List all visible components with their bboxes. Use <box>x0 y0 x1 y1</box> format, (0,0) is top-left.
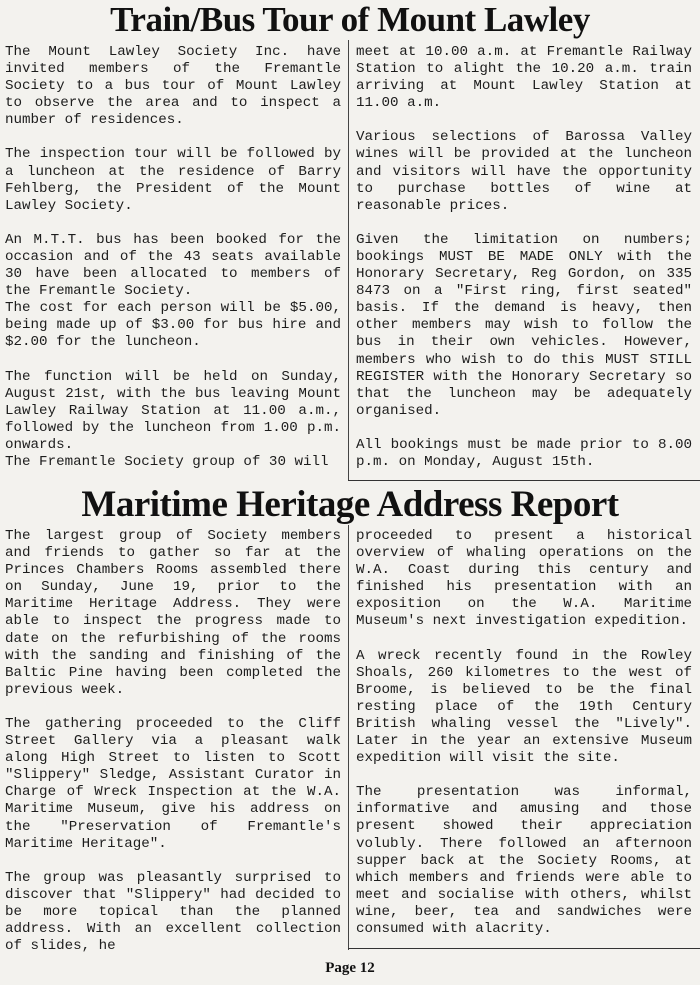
paragraph: meet at 10.00 a.m. at Fremantle Railway Station to alight the 10.20 a.m. train arriving at Mount Lawley Station at 11.00 a.m. <box>356 44 692 112</box>
paragraph: The gathering proceeded to the Cliff Street Gallery via a pleasant walk along High Street to listen to Scott "Slippery" Sledge, Assistant Curator in Charge of Wreck Inspection at the W.A. Maritime Museum, give his address on the "Preservation of Fremantle's Maritime Heritage". <box>5 715 341 852</box>
article1-column-left <box>5 44 341 471</box>
paragraph: The function will be held on Sunday, August 21st, with the bus leaving Mount Lawley Railway Station at 11.00 a.m., followed by the luncheon from 1.00 p.m. onwards. <box>5 368 341 453</box>
article2-column-left <box>5 528 341 955</box>
article1-column-right <box>356 44 692 488</box>
article2-column-right <box>356 528 692 938</box>
paragraph: The inspection tour will be followed by a luncheon at the residence of Barry Fehlberg, the President of the Mount Lawley Society. <box>5 146 341 214</box>
article-title-mount-lawley-tour: Train/Bus Tour of Mount Lawley <box>110 0 590 39</box>
paragraph: proceeded to present a historical overview of whaling operations on the W.A. Coast during this century and finished his presentation with an exposition on the W.A. Maritime Museum's next investigation expedition. <box>356 528 692 630</box>
paragraph: Given the limitation on numbers; bookings MUST BE MADE ONLY with the Honorary Secretary, Reg Gordon, on 335 8473 on a "First ring, first seated" basis. If the demand is heavy, then other members may wish to follow the bus in their own vehicles. However, members who wish to do this MUST STILL REGISTER with the Honorary Secretary so that the luncheon may be adequately organised. <box>356 231 692 419</box>
paragraph: The group was pleasantly surprised to discover that "Slippery" had decided to be more topical than the planned address. With an excellent collection of slides, he <box>5 869 341 955</box>
paragraph: The presentation was informal, informative and amusing and those present showed their appreciation volubly. There followed an afternoon supper back at the Society Rooms, at which members and friends were able to meet and socialise with others, whilst wine, beer, tea and sandwiches were consumed with alacrity. <box>356 784 692 937</box>
paragraph: Various selections of Barossa Valley wines will be provided at the luncheon and visitors will have the opportunity to purchase bottles of wine at reasonable prices. <box>356 129 692 214</box>
paragraph: The largest group of Society members and friends to gather so far at the Princes Chambers Rooms assembled there on Sunday, June 19, prior to the Maritime Heritage Address. They were able to inspect the progress made to date on the refurbishing of the rooms with the sanding and finishing of the Baltic Pine having been completed the previous week. <box>5 528 341 698</box>
section-divider <box>348 480 700 481</box>
paragraph: All bookings must be made prior to 8.00 p.m. on Monday, August 15th. <box>356 436 692 470</box>
article-title-maritime-heritage: Maritime Heritage Address Report <box>81 484 619 525</box>
paragraph: An M.T.T. bus has been booked for the occasion and of the 43 seats available 30 have been allocated to members of the Fremantle Society. <box>5 231 341 300</box>
paragraph: The Mount Lawley Society Inc. have invited members of the Fremantle Society to a bus tour of Mount Lawley to observe the area and to inspect a number of residences. <box>5 44 341 129</box>
column-divider <box>348 525 349 950</box>
paragraph: The cost for each person will be $5.00, being made up of $3.00 for bus hire and $2.00 for the luncheon. <box>5 300 341 351</box>
paragraph: The Fremantle Society group of 30 will <box>5 453 329 470</box>
page-number: Page 12 <box>325 960 375 976</box>
column-divider <box>348 40 349 480</box>
section-divider <box>348 948 700 949</box>
paragraph: A wreck recently found in the Rowley Shoals, 260 kilometres to the west of Broome, is believed to be the final resting place of the 19th Century British whaling vessel the "Lively". Later in the year an extensive Museum expedition will visit the site. <box>356 647 692 767</box>
